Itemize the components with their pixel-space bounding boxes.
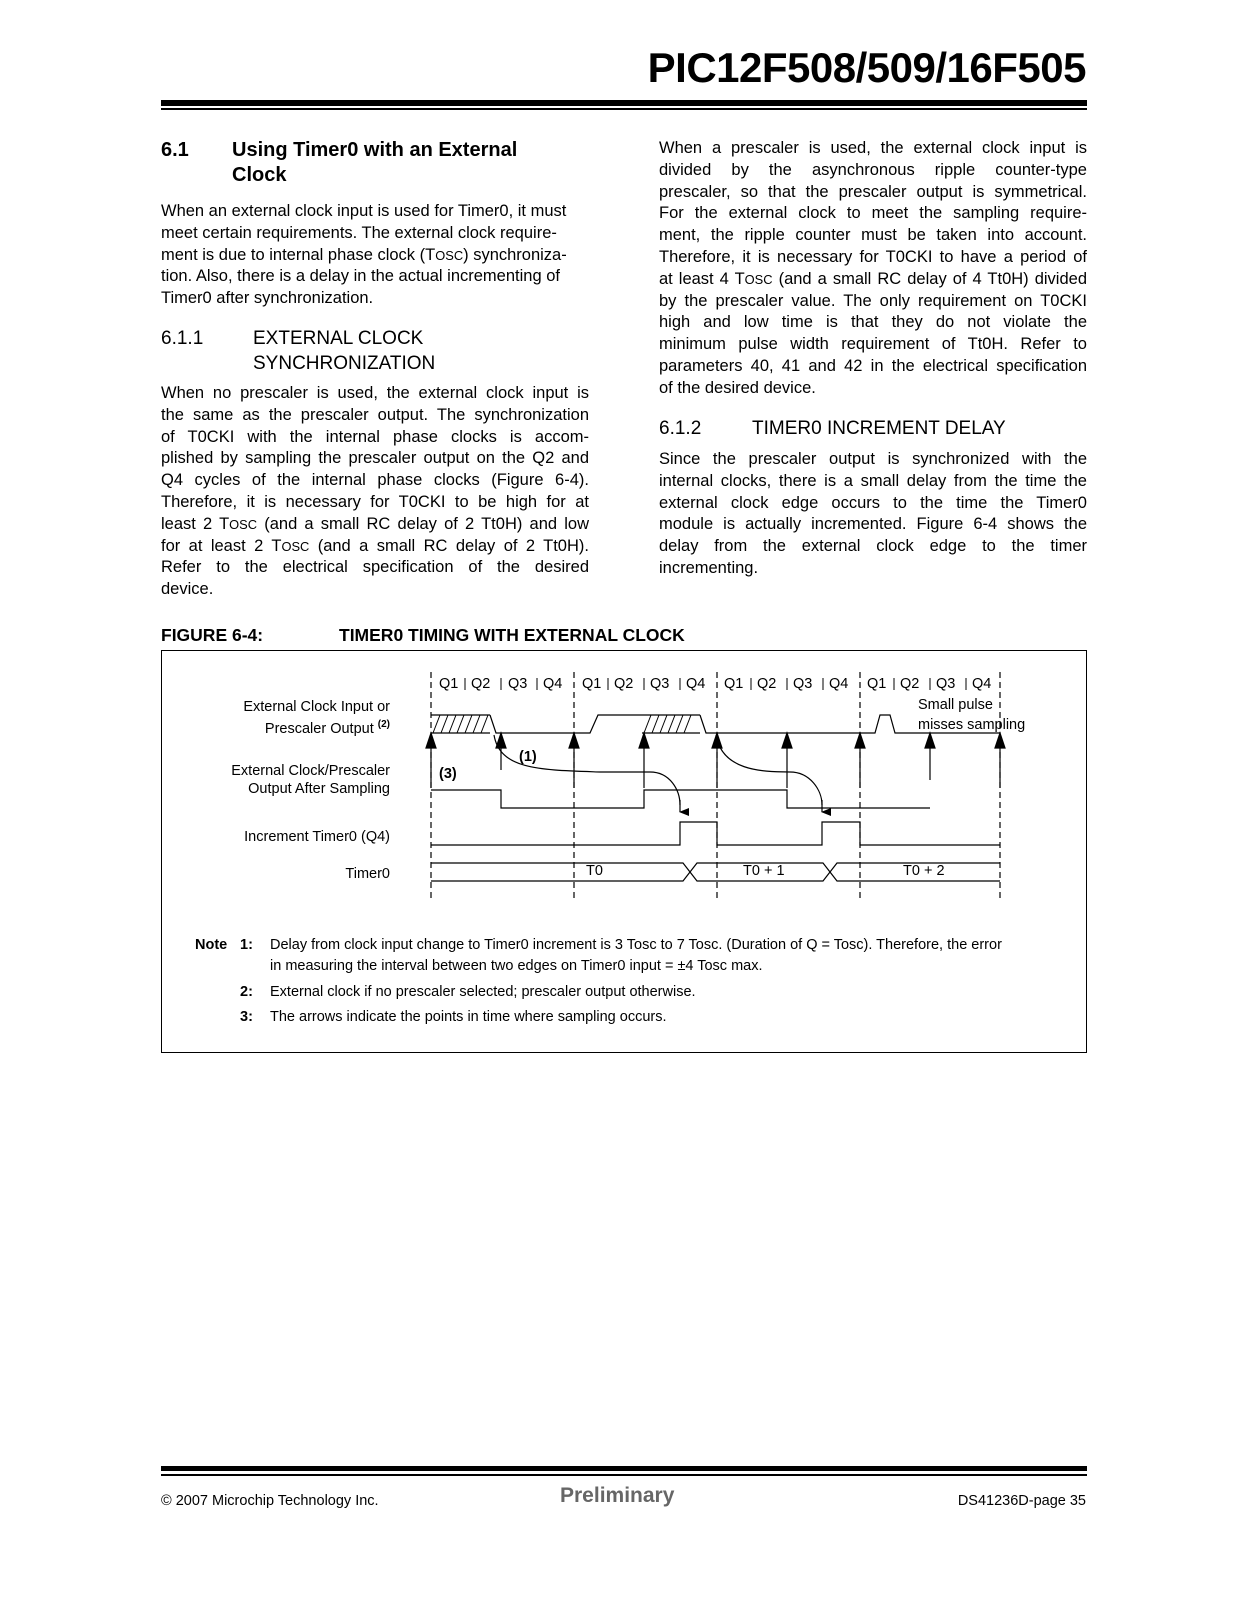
q2-label: Q2 [757,676,777,692]
figure-title: TIMER0 TIMING WITH EXTERNAL CLOCK [339,625,685,645]
footer-copyright: © 2007 Microchip Technology Inc. [161,1493,379,1509]
signal-label-timer0: Timer0 [345,866,390,882]
section-6-1-1-title-line2: SYNCHRONIZATION [253,353,436,374]
note-1-line2: in measuring the interval between two edges on Timer0 input = ±4 Tosc max. [270,958,763,974]
q4-label: Q4 [543,676,563,692]
note-3-text: The arrows indicate the points in time where sampling occurs. [270,1009,667,1025]
paragraph-increment-delay: Since the prescaler output is synchronized with the internal clocks, there is a small delay from the time the external clock edge occurs to the time the Timer0 module is actually incremented. Figure 6-4 shows the delay from the external clock edge to the timer incrementing. [659,450,1087,577]
q1-label: Q1 [582,676,602,692]
q3-label: Q3 [793,676,813,692]
section-6-1-title-line2: Clock [232,164,287,186]
note-2-text: External clock if no prescaler selected; prescaler output otherwise. [270,984,696,1000]
note-3-key: 3: [240,1009,253,1025]
document-title: PIC12F508/509/16F505 [647,44,1086,91]
q4-label: Q4 [829,676,849,692]
paragraph-external-clock: When an external clock input is used for Timer0, it must meet certain requirements. The external clock require- ment is due to internal phase clock (TOSC) synchroniza- tion. Also, there is a delay in the actual incrementing of Timer0 after synchronization. [161,202,567,308]
marker-note-3: (3) [439,766,457,782]
q2-label: Q2 [471,676,491,692]
small-pulse-line2: misses sampling [918,717,1026,733]
signal-label-increment: Increment Timer0 (Q4) [244,829,390,845]
footer-preliminary: Preliminary [560,1484,675,1507]
paragraph-synchronization: When no prescaler is used, the external clock input is the same as the prescaler output. The synchronization of T0CKI with the internal phase clocks is accom- plished by sampling the prescaler output on the Q2 and Q4 cycles of the internal phase clocks (Figure 6-4). Therefore, it is necessary for T0CKI to be high for at least 2 TOSC (and a small RC delay of 2 Tt0H) and low for at least 2 TOSC (and a small RC delay of 2 Tt0H). Refer to the electrical specification of the desired device. [161,384,589,599]
signal-label-external-clock: External Clock Input or Prescaler Output $^{(2)}$ [243,699,390,737]
marker-note-1: (1) [519,749,537,765]
timer0-value-t0-plus-2: T0 + 2 [903,863,945,879]
paragraph-prescaler: When a prescaler is used, the external clock input is divided by the asynchronous ripple counter-type prescaler, so that the prescaler output is symmetrical. For the external clock to meet the sampling require- ment, the ripple counter must be taken into account. Therefore, it is necessary for T0CKI to have a period of at least 4 TOSC (and a small RC delay of 4 Tt0H) divided by the prescaler value. The only requirement on T0CKI high and low time is that they do not violate the minimum pulse width requirement of Tt0H. Refer to parameters 40, 41 and 42 in the electrical specification of the desired device. [659,139,1087,397]
q1-label: Q1 [439,676,459,692]
note-word: Note [195,937,228,953]
note-1-key: 1: [240,937,253,953]
footer-rule-thin [161,1474,1087,1476]
note-1-line1: Delay from clock input change to Timer0 increment is 3 Tosc to 7 Tosc. (Duration of Q = Tosc). Therefore, the error [270,937,1002,953]
small-pulse-line1: Small pulse [918,697,993,713]
section-6-1-1-title-line1: EXTERNAL CLOCK [253,328,424,349]
q4-label: Q4 [686,676,706,692]
external-clock-signal [431,715,1000,733]
note-2-key: 2: [240,984,253,1000]
signal-label-after-sampling: External Clock/Prescaler Output After Sampling [231,763,390,797]
increment-signal [431,822,1000,845]
section-6-1-2-title: TIMER0 INCREMENT DELAY [752,418,1006,439]
section-6-1-2-number: 6.1.2 [659,418,702,439]
footer-rule [161,1466,1087,1471]
timer0-value-t0: T0 [586,863,603,879]
footer-page-number: DS41236D-page 35 [957,1493,1086,1509]
q1-label: Q1 [867,676,887,692]
q2-label: Q2 [900,676,920,692]
figure-label: FIGURE 6-4: [161,625,264,645]
q2-label: Q2 [614,676,634,692]
q3-label: Q3 [508,676,528,692]
q3-label: Q3 [936,676,956,692]
section-6-1-title-line1: Using Timer0 with an External [232,139,518,161]
q4-label: Q4 [972,676,992,692]
q3-label: Q3 [650,676,670,692]
q1-label: Q1 [724,676,744,692]
section-6-1-number: 6.1 [161,139,189,161]
section-6-1-1-number: 6.1.1 [161,328,204,349]
timer0-value-t0-plus-1: T0 + 1 [743,863,785,879]
